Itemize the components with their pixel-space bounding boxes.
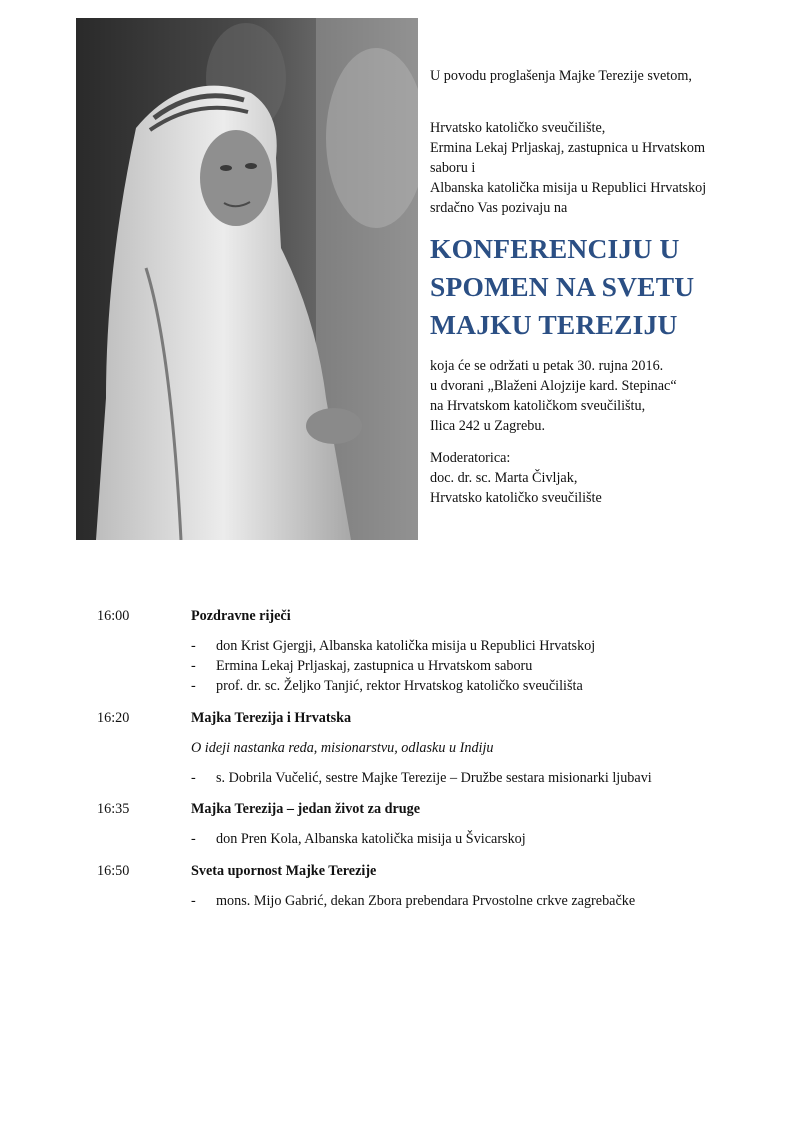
slot-title: Majka Terezija i Hrvatska: [191, 710, 352, 726]
title-line: KONFERENCIJU U: [430, 233, 680, 264]
event-details: [430, 356, 770, 508]
moderator-label: Moderatorica:: [430, 450, 511, 466]
details-line: koja će se održati u petak 30. rujna 2016.: [430, 358, 664, 374]
program-slot: [97, 861, 757, 911]
portrait-photo: [76, 18, 418, 540]
speaker-list: [97, 829, 757, 849]
title-line: MAJKU TEREZIJU: [430, 309, 678, 340]
moderator-affiliation: Hrvatsko katoličko sveučilište: [430, 490, 602, 506]
slot-header: [97, 861, 757, 881]
organizer-line: srdačno Vas pozivaju na: [430, 200, 568, 216]
conference-title: [430, 230, 780, 344]
slot-time: 16:50: [97, 863, 130, 879]
portrait-illustration: [76, 18, 418, 540]
organizer-line: Ermina Lekaj Prljaskaj, zastupnica u Hrvatskom: [430, 140, 706, 156]
slot-time: 16:20: [97, 710, 130, 726]
slot-title: Majka Terezija – jedan život za druge: [191, 801, 421, 817]
program-slot: [97, 708, 757, 788]
organizer-line: Albanska katolička misija u Republici Hrvatskoj: [430, 180, 707, 196]
title-line: SPOMEN NA SVETU: [430, 271, 695, 302]
organizer-line: saboru i: [430, 160, 476, 176]
speaker-list: [97, 768, 757, 788]
slot-time: 16:35: [97, 801, 130, 817]
speaker-list: [97, 891, 757, 911]
speaker-item: - don Pren Kola, Albanska katolička misija u Švicarskoj: [191, 829, 757, 849]
details-line: Ilica 242 u Zagrebu.: [430, 418, 546, 434]
slot-header: [97, 606, 757, 626]
speaker-item: - Ermina Lekaj Prljaskaj, zastupnica u Hrvatskom saboru: [191, 656, 757, 676]
details-line: na Hrvatskom katoličkom sveučilištu,: [430, 398, 646, 414]
spacer: [430, 436, 770, 448]
details-line: u dvorani „Blaženi Alojzije kard. Stepinac“: [430, 378, 677, 394]
intro-text: [430, 66, 770, 218]
slot-time: 16:00: [97, 608, 130, 624]
speaker-item: - mons. Mijo Gabrić, dekan Zbora prebendara Prvostolne crkve zagrebačke: [191, 891, 757, 911]
moderator-name: doc. dr. sc. Marta Čivljak,: [430, 470, 578, 486]
speaker-list: [97, 636, 757, 696]
speaker-item: - prof. dr. sc. Željko Tanjić, rektor Hrvatskog katoličko sveučilišta: [191, 676, 757, 696]
slot-subtitle: O ideji nastanka reda, misionarstvu, odlasku u Indiju: [191, 740, 494, 756]
program-slot: [97, 606, 757, 696]
slot-title: Pozdravne riječi: [191, 608, 291, 624]
speaker-item: - s. Dobrila Vučelić, sestre Majke Terezije – Družbe sestara misionarki ljubavi: [191, 768, 757, 788]
speaker-item: - don Krist Gjergji, Albanska katolička misija u Republici Hrvatskoj: [191, 636, 757, 656]
program-schedule: [97, 606, 757, 911]
slot-header: [97, 799, 757, 819]
slot-title: Sveta upornost Majke Terezije: [191, 863, 377, 879]
organizer-line: Hrvatsko katoličko sveučilište,: [430, 120, 606, 136]
program-slot: [97, 799, 757, 849]
slot-header: [97, 708, 757, 728]
intro-occasion: U povodu proglašenja Majke Terezije svetom,: [430, 68, 692, 84]
